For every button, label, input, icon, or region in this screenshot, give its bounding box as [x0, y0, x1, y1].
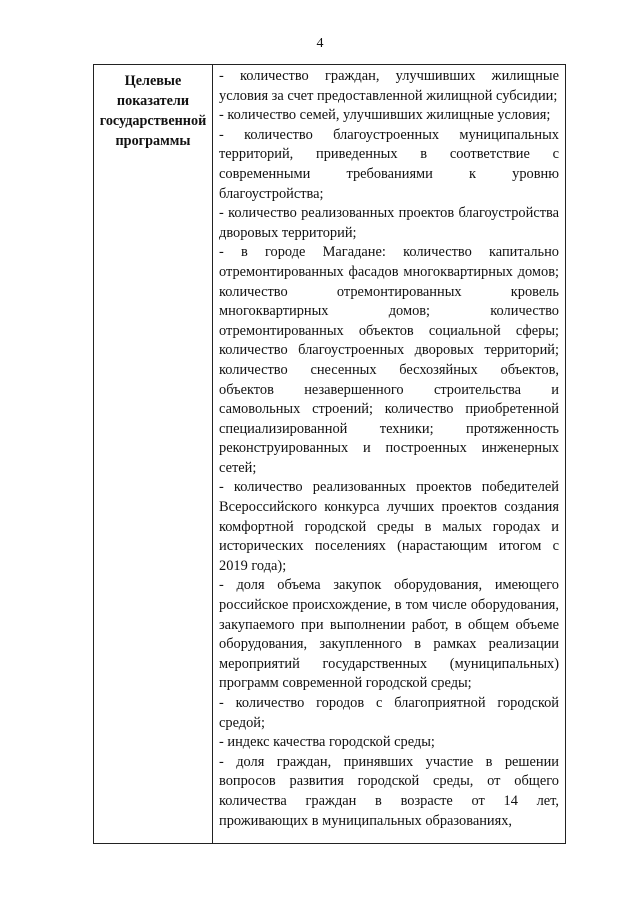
indicator-item: - доля объема закупок оборудования, имеющего российское происхождение, в том числе оборудования, закупаемого при выполнении работ, в общем объеме оборудования, закупленного в рамках реализации мероприятий государственных (муниципальных) программ современной городской среды;: [219, 577, 559, 692]
indicator-item: - в городе Магадане: количество капитально отремонтированных фасадов многоквартирных домов; количество отремонтированных кровель многоквартирных домов; количество отремонтированных объектов социальной сферы; количество благоустроенных дворовых территорий; количество снесенных бесхозяйных объектов, объектов незавершенного строительства и самовольных строений; количество приобретенной специализированной техники; протяженность реконструированных и построенных инженерных сетей;: [219, 244, 559, 476]
indicator-item: - количество реализованных проектов победителей Всероссийского конкурса лучших проектов создания комфортной городской среды в малых городах и исторических поселениях (нарастающим итогом с 2019 года);: [219, 479, 559, 574]
indicator-item: - количество городов с благоприятной городской средой;: [219, 695, 559, 731]
heading-line-2: показатели: [116, 93, 190, 109]
heading-line-4: программы: [115, 133, 191, 149]
indicator-item: - доля граждан, принявших участие в решении вопросов развития городской среды, от общего количества граждан в возрасте от 14 лет, проживающих в муниципальных образованиях,: [219, 753, 559, 829]
page-number: 4: [316, 36, 324, 51]
indicator-item: - количество семей, улучшивших жилищные условия;: [219, 107, 551, 124]
program-table: [93, 64, 566, 844]
heading-line-3: государственной: [99, 113, 207, 129]
indicator-item: - индекс качества городской среды;: [219, 734, 435, 751]
heading-line-1: Целевые: [124, 73, 182, 89]
table-content-cell: [213, 65, 565, 843]
table-label-cell: [94, 65, 213, 843]
indicator-item: - количество реализованных проектов благоустройства дворовых территорий;: [219, 205, 559, 241]
indicator-item: - количество граждан, улучшивших жилищные условия за счет предоставленной жилищной субсидии;: [219, 68, 559, 104]
indicator-item: - количество благоустроенных муниципальных территорий, приведенных в соответствие с современными требованиями к уровню благоустройства;: [219, 126, 559, 202]
